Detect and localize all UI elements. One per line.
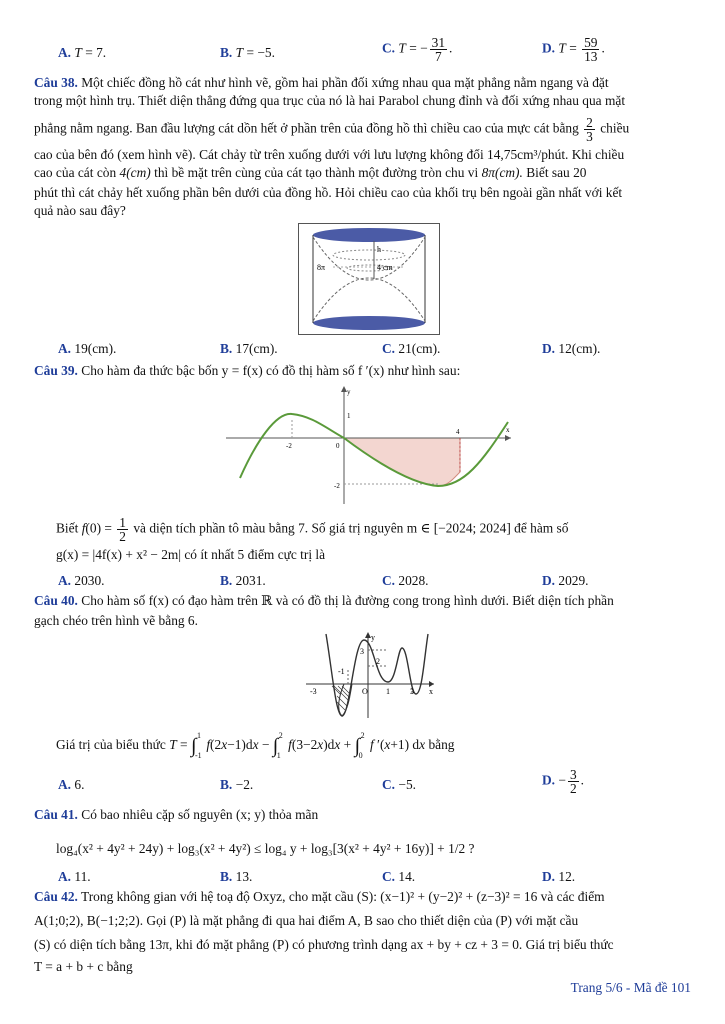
label-y: y [347,388,351,396]
q42-line1: Câu 42. Trong không gian với hệ toạ độ Oxyz, cho mặt cầu (S): (x−1)² + (y−2)² + (z−3)² = 16 và các điểm [34,889,605,904]
q39-option-d[interactable]: D. 2029. [542,573,589,588]
label-8pi: 8π [317,263,326,272]
q37-option-b[interactable]: B. T = −5. [220,45,275,60]
label-ym2: -2 [334,482,340,490]
q40-option-a[interactable]: A. 6. [58,777,85,792]
q39-option-c[interactable]: C. 2028. [382,573,429,588]
q39-option-b[interactable]: B. 2031. [220,573,266,588]
q39-graph [226,382,516,506]
q42-line2: A(1;0;2), B(−1;2;2). Gọi (P) là mặt phẳng đi qua hai điểm A, B sao cho thiết diện của (P) với mặt cầu [34,913,579,928]
integral-2: ∫ 2 1 [272,730,283,760]
q40-line1: Câu 40. Cho hàm số f(x) có đạo hàm trên ℝ và có đồ thị là đường cong trong hình dưới. Biết diện tích phần [34,593,614,608]
q38-line4: cao của bên đó (xem hình vẽ). Cát chảy từ trên xuống dưới với lưu lượng không đổi 14,75cm³/phút. Khi chiều [34,147,625,162]
q38-line2: trong một hình trụ. Thiết diện thẳng đứng qua trục của nó là hai Parabol chung đỉnh và đối xứng nhau qua mặt [34,93,626,108]
q39-known: Biết f(0) = $\frac{1}{2}$ và diện tích phần tô màu bằng 7. Số giá trị nguyên m ∈ [−2024; 2024] để hàm số [56,515,569,544]
bottom-ellipse [313,316,425,330]
q37-option-d[interactable]: D. T = $\frac{59}{13}$ . [542,35,605,64]
label-m2: -2 [286,442,292,450]
integral-3: ∫ 2 0 [354,730,365,760]
label-one: 1 [386,687,390,696]
label-O: O [362,687,368,696]
label-m3: -3 [310,687,317,696]
q40-option-b[interactable]: B. −2. [220,777,254,792]
q39-stem: Câu 39. Cho hàm đa thức bậc bốn y = f(x) có đồ thị hàm số f ′(x) như hình sau: [34,363,461,378]
label-y2: 2 [376,657,380,666]
q38-line7: quả nào sau đây? [34,203,126,218]
q41-inequality: log₄(x² + 4y² + 24y) + log₃(x² + 4y²) ≤ log₄ y + log₃[3(x² + 4y² + 16y)] + 1/2 ? [56,841,475,856]
q41-option-c[interactable]: C. 14. [382,869,416,884]
label-x: x [506,426,510,434]
q38-line1: Câu 38. Một chiếc đồng hồ cát như hình vẽ, gồm hai phần đối xứng nhau qua mặt phẳng nằm ngang và đặt [34,75,609,90]
q38-line3: phẳng nằm ngang. Ban đầu lượng cát dồn hết ở phần trên của đồng hồ thì chiều cao của mực cát bằng $\frac{2}{3}$ chiều [34,115,630,144]
q37-option-c[interactable]: C. T = − $\frac{31}{7}$ . [382,35,453,64]
label-h: h [377,245,381,254]
q40-option-d[interactable]: D. − $\frac{3}{2}$ . [542,767,584,796]
label-zero: 0 [336,442,340,450]
q38-line6: phút thì cát chảy hết xuống phần bên dưới của đồng hồ. Hỏi chiều cao của khối trụ bên ngoài gần nhất với kết [34,185,623,200]
shaded-region [344,438,460,486]
integral-1: ∫ 1 -1 [190,730,202,760]
q41-option-b[interactable]: B. 13. [220,869,253,884]
q38-option-b[interactable]: B. 17(cm). [220,341,278,356]
q41-stem: Câu 41. Có bao nhiêu cặp số nguyên (x; y) thỏa mãn [34,807,319,822]
q40-line2: gạch chéo trên hình vẽ bằng 6. [34,613,198,628]
q39-g: g(x) = |4f(x) + x² − 2m| có ít nhất 5 điểm cực trị là [56,547,326,562]
q42-line3: (S) có diện tích bằng 13π, khi đó mặt phẳng (P) có phương trình dạng ax + by + cz + 3 = 0. Giá trị biểu thức [34,937,614,952]
q38-option-c[interactable]: C. 21(cm). [382,341,441,356]
q42-line4: T = a + b + c bằng [34,959,133,974]
hourglass-figure [298,223,440,335]
q37-option-a[interactable]: A. T = 7. [58,45,107,60]
q39-option-a[interactable]: A. 2030. [58,573,105,588]
label-x: x [429,687,433,696]
q40-graph [304,630,438,720]
q41-option-a[interactable]: A. 11. [58,869,91,884]
label-y1: 1 [347,412,351,420]
top-ellipse [313,228,425,242]
q38-option-a[interactable]: A. 19(cm). [58,341,117,356]
q41-option-d[interactable]: D. 12. [542,869,576,884]
label-m1: -1 [338,667,345,676]
label-four: 4 [456,428,460,436]
label-4cm: 4 cm [377,263,393,272]
q40-expression: Giá trị của biểu thức T = ∫ 1 -1 f(2x−1)dx − ∫ 2 1 f(3−2x)dx + ∫ 2 0 f ′(x+1) dx bằng [56,730,455,760]
label-y3: 3 [360,647,364,656]
q38-option-d[interactable]: D. 12(cm). [542,341,601,356]
label-three: 3 [410,687,414,696]
label-y: y [371,633,375,642]
q38-line5: cao của cát còn 4(cm) thì bề mặt trên cùng của cát tạo thành một đường tròn chu vi 8π(cm). Biết sau 20 [34,165,587,180]
page-footer: Trang 5/6 - Mã đề 101 [570,980,691,995]
q40-option-c[interactable]: C. −5. [382,777,416,792]
